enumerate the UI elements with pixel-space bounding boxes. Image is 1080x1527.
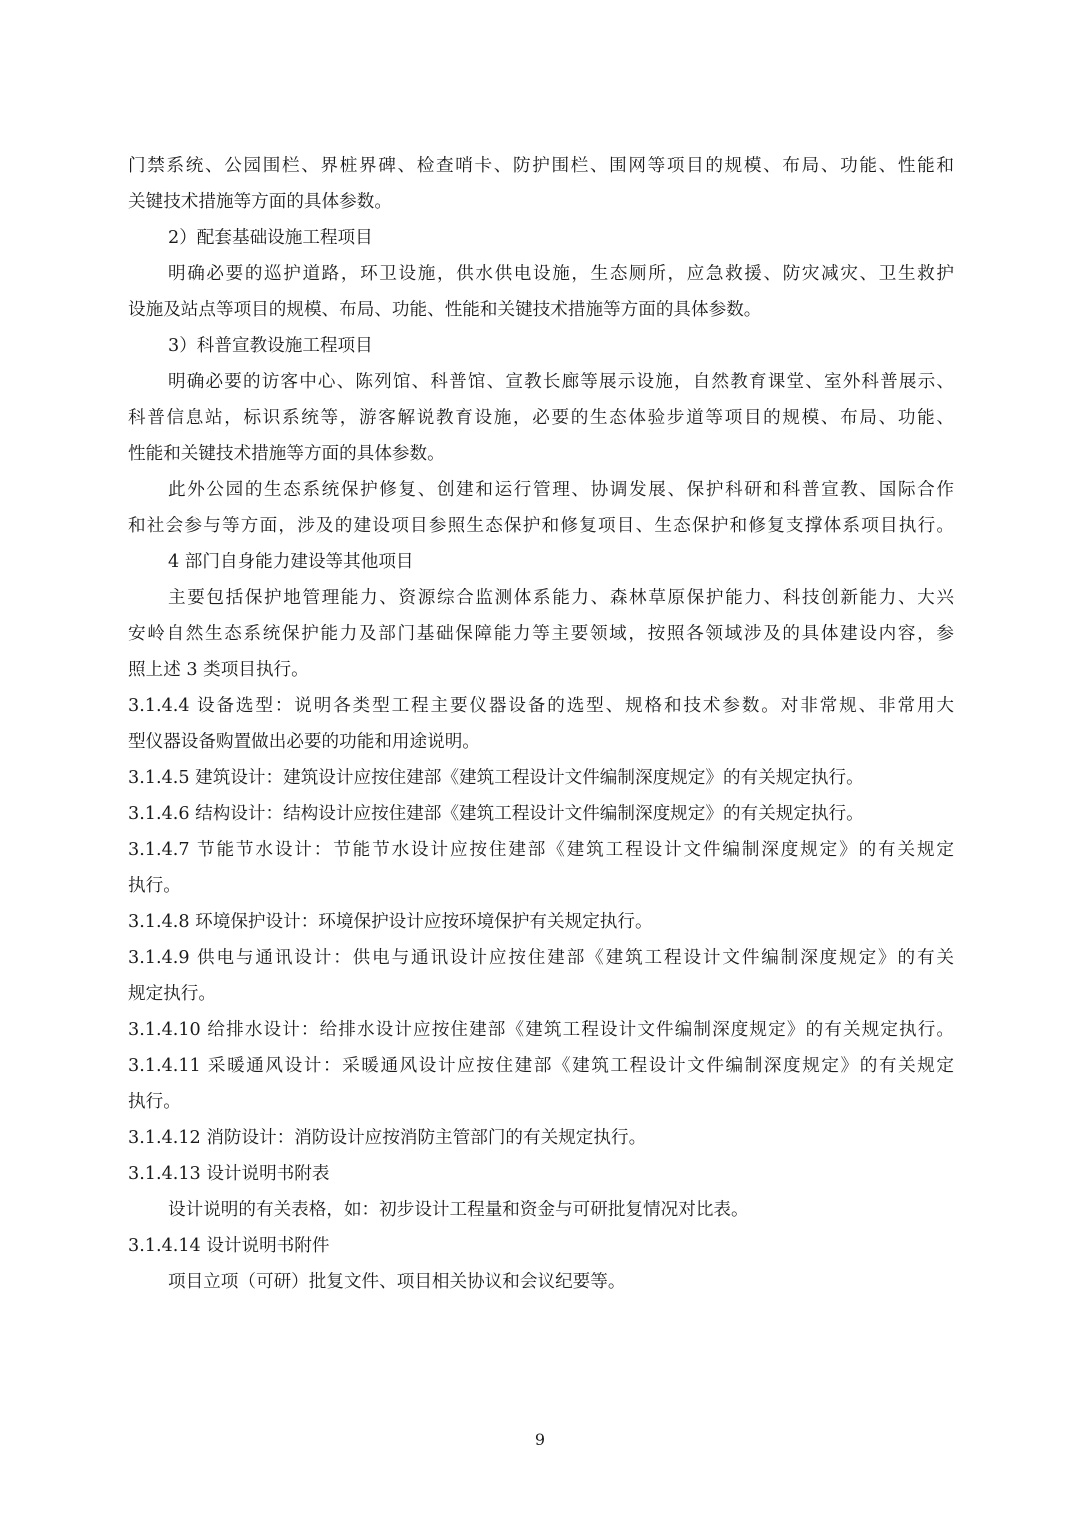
clause-line: 3.1.4.11 采暖通风设计：采暖通风设计应按住建部《建筑工程设计文件编制深度规定》的有关规定 [128,1056,954,1076]
text-line: 规定执行。 [128,984,216,1004]
text-line: 和社会参与等方面，涉及的建设项目参照生态保护和修复项目、生态保护和修复支撑体系项目执行。 [128,516,954,536]
text-line: 关键技术措施等方面的具体参数。 [128,192,392,212]
text-line: 照上述 3 类项目执行。 [128,660,309,680]
clause-line: 3.1.4.9 供电与通讯设计：供电与通讯设计应按住建部《建筑工程设计文件编制深度规定》的有关 [128,948,954,968]
document-body [128,148,954,1300]
text-line: 科普信息站，标识系统等，游客解说教育设施，必要的生态体验步道等项目的规模、布局、功能、 [128,408,954,428]
text-line: 安岭自然生态系统保护能力及部门基础保障能力等主要领域，按照各领域涉及的具体建设内容，参 [128,624,954,644]
text-line: 执行。 [128,1092,181,1112]
text-line: 型仪器设备购置做出必要的功能和用途说明。 [128,732,480,752]
subsection-heading: 2）配套基础设施工程项目 [168,228,373,248]
clause-line: 3.1.4.7 节能节水设计：节能节水设计应按住建部《建筑工程设计文件编制深度规定》的有关规定 [128,840,954,860]
text-line: 项目立项（可研）批复文件、项目相关协议和会议纪要等。 [168,1272,626,1292]
text-line: 设计说明的有关表格，如：初步设计工程量和资金与可研批复情况对比表。 [168,1200,749,1220]
text-line: 性能和关键技术措施等方面的具体参数。 [128,444,445,464]
text-line: 门禁系统、公园围栏、界桩界碑、检查哨卡、防护围栏、围网等项目的规模、布局、功能、性能和 [128,156,954,176]
clause-line: 3.1.4.5 建筑设计：建筑设计应按住建部《建筑工程设计文件编制深度规定》的有关规定执行。 [128,768,864,788]
section-heading: 4 部门自身能力建设等其他项目 [168,552,414,572]
clause-line: 3.1.4.10 给排水设计：给排水设计应按住建部《建筑工程设计文件编制深度规定》的有关规定执行。 [128,1020,954,1040]
clause-line: 3.1.4.8 环境保护设计：环境保护设计应按环境保护有关规定执行。 [128,912,653,932]
text-line: 明确必要的访客中心、陈列馆、科普馆、宣教长廊等展示设施，自然教育课堂、室外科普展示、 [168,372,954,392]
clause-line: 3.1.4.4 设备选型：说明各类型工程主要仪器设备的选型、规格和技术参数。对非常规、非常用大 [128,696,954,716]
clause-line: 3.1.4.14 设计说明书附件 [128,1236,330,1256]
text-line: 明确必要的巡护道路，环卫设施，供水供电设施，生态厕所，应急救援、防灾减灾、卫生救护 [168,264,954,284]
clause-line: 3.1.4.13 设计说明书附表 [128,1164,330,1184]
text-line: 此外公园的生态系统保护修复、创建和运行管理、协调发展、保护科研和科普宣教、国际合作 [168,480,954,500]
clause-line: 3.1.4.6 结构设计：结构设计应按住建部《建筑工程设计文件编制深度规定》的有关规定执行。 [128,804,864,824]
text-line: 设施及站点等项目的规模、布局、功能、性能和关键技术措施等方面的具体参数。 [128,300,762,320]
clause-line: 3.1.4.12 消防设计：消防设计应按消防主管部门的有关规定执行。 [128,1128,647,1148]
subsection-heading: 3）科普宣教设施工程项目 [168,336,373,356]
text-line: 执行。 [128,876,181,896]
text-line: 主要包括保护地管理能力、资源综合监测体系能力、森林草原保护能力、科技创新能力、大兴 [168,588,954,608]
page-number: 9 [534,1430,546,1449]
